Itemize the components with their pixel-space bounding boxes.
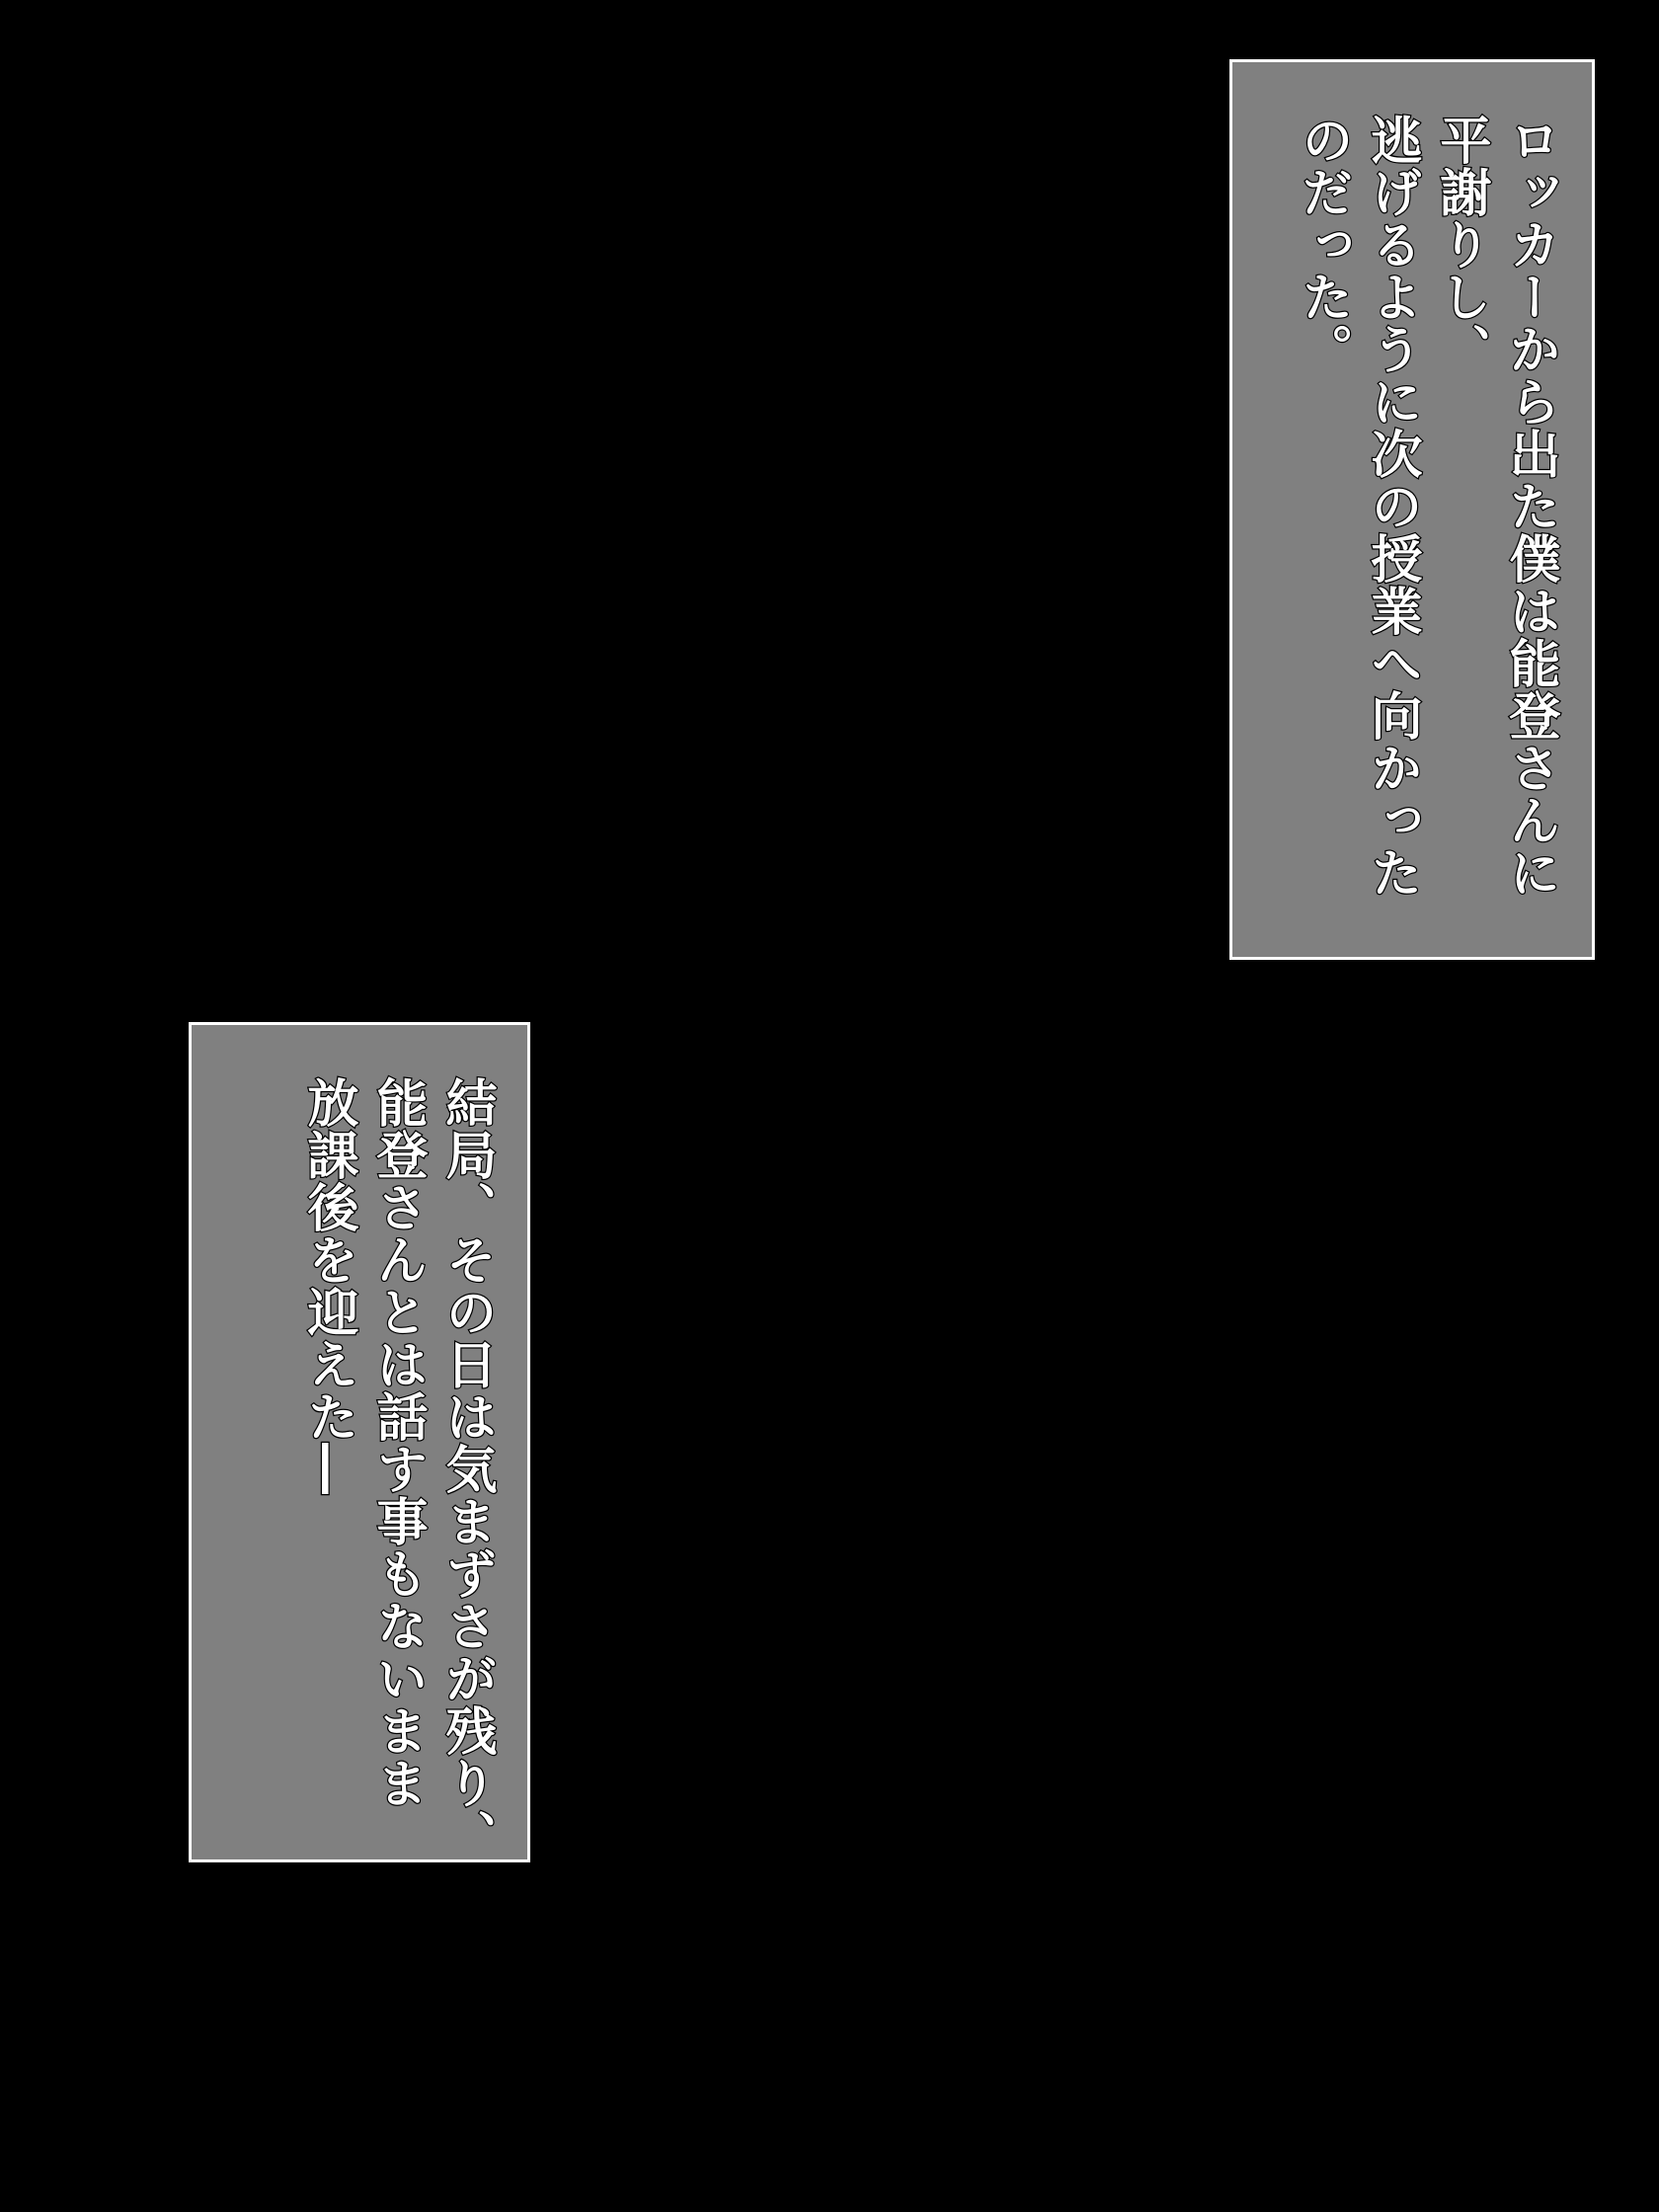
- caption-text-bottom: [293, 1076, 501, 1861]
- caption-line: のだった。: [1293, 114, 1352, 375]
- caption-line: 放課後を迎えた―: [298, 1076, 357, 1495]
- caption-line: 能登さんとは話す事もないまま: [367, 1076, 427, 1809]
- caption-text-top: [1288, 114, 1564, 899]
- caption-line: 結局、その日は気まずさが残り、: [436, 1076, 496, 1861]
- caption-line: ロッカーから出た僕は能登さんに: [1500, 114, 1559, 899]
- caption-line: 平謝りし、: [1431, 114, 1490, 375]
- caption-line: 逃げるように次の授業へ向かった: [1362, 114, 1421, 899]
- caption-box-bottom: [189, 1022, 530, 1862]
- caption-box-top: [1229, 59, 1595, 960]
